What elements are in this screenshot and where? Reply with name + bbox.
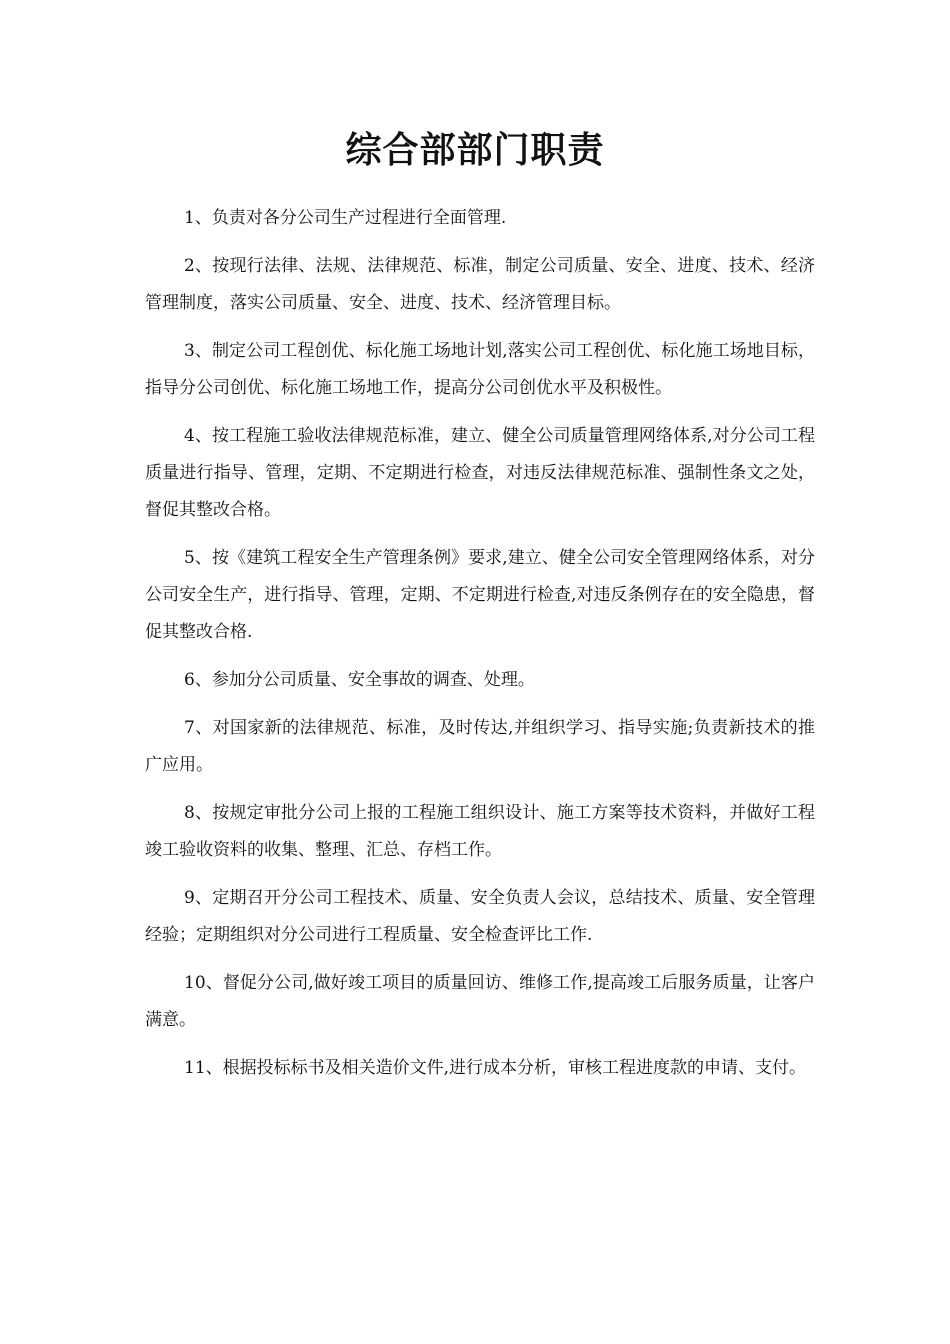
duty-item-5: 5、按《建筑工程安全生产管理条例》要求,建立、健全公司安全管理网络体系，对分公司安全生产，进行指导、管理，定期、不定期进行检查,对违反条例存在的安全隐患，督促其整改合格. <box>145 548 815 642</box>
duty-item-4: 4、按工程施工验收法律规范标准，建立、健全公司质量管理网络体系,对分公司工程质量进行指导、管理，定期、不定期进行检查，对违反法律规范标准、强制性条文之处，督促其整改合格。 <box>145 426 815 520</box>
duty-item-11: 11、根据投标标书及相关造价文件,进行成本分析，审核工程进度款的申请、支付。 <box>184 1058 807 1078</box>
duty-item-2: 2、按现行法律、法规、法律规范、标准，制定公司质量、安全、进度、技术、经济管理制度，落实公司质量、安全、进度、技术、经济管理目标。 <box>145 256 815 313</box>
duty-item-10: 10、督促分公司,做好竣工项目的质量回访、维修工作,提高竣工后服务质量，让客户满意。 <box>145 973 815 1030</box>
duty-item-9: 9、定期召开分公司工程技术、质量、安全负责人会议，总结技术、质量、安全管理经验；定期组织对分公司进行工程质量、安全检查评比工作. <box>145 888 815 945</box>
duty-item-8: 8、按规定审批分公司上报的工程施工组织设计、施工方案等技术资料，并做好工程竣工验收资料的收集、整理、汇总、存档工作。 <box>145 803 815 860</box>
page-title: 综合部部门职责 <box>345 129 605 171</box>
duty-list <box>145 200 815 1098</box>
duty-item-7: 7、对国家新的法律规范、标准，及时传达,并组织学习、指导实施;负责新技术的推广应用。 <box>145 718 815 775</box>
duty-item-6: 6、参加分公司质量、安全事故的调查、处理。 <box>184 670 535 690</box>
duty-item-1: 1、负责对各分公司生产过程进行全面管理. <box>184 208 507 228</box>
duty-item-3: 3、制定公司工程创优、标化施工场地计划,落实公司工程创优、标化施工场地目标，指导分公司创优、标化施工场地工作，提高分公司创优水平及积极性。 <box>145 341 815 398</box>
